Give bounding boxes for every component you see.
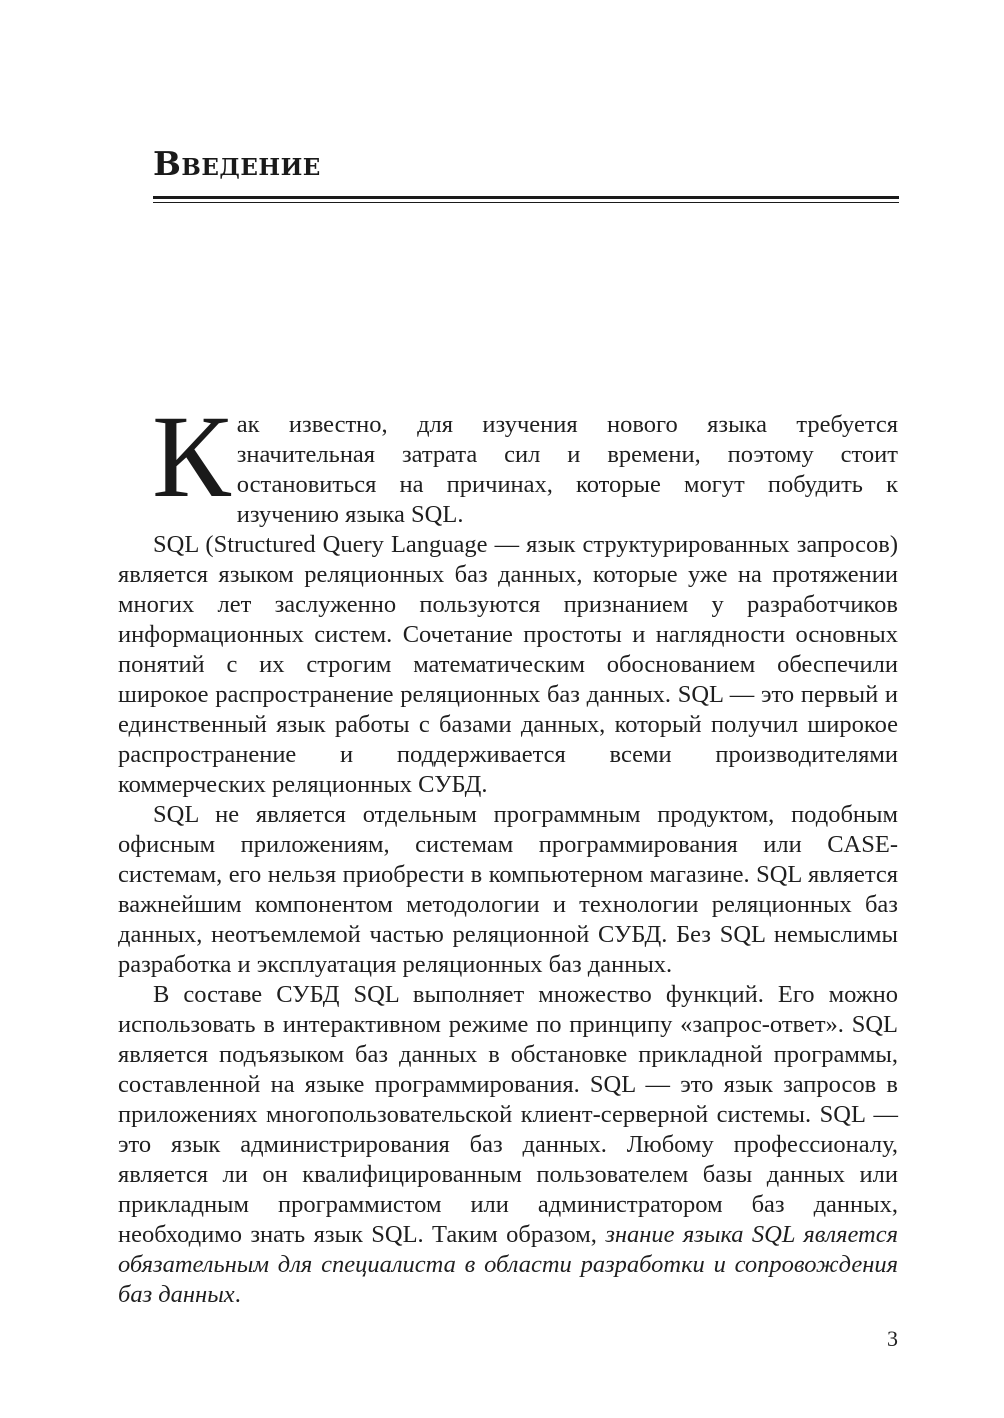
- paragraph-sql-definition: SQL (Structured Query Language — язык структурированных запросов) является языком реляционных баз данных, которые уже на протяжении многих лет заслуженно пользуются признанием у разработчиков информационных систем. Сочетание простоты и наглядности основных понятий с их строгим математическим обоснованием обеспечили широкое распространение реляционных баз данных. SQL — это первый и единственный язык работы с базами данных, который получил широкое распространение и поддерживается всеми производителями коммерческих реляционных СУБД.: [118, 531, 898, 798]
- title-rule-thin: [153, 202, 899, 203]
- intro-paragraph-text: ак известно, для изучения нового языка требуется значительная затрата сил и времени, поэтому стоит остановиться на причинах, которые могут побудить к изучению языка SQL.: [236, 411, 898, 528]
- paragraph-sql-functions: [118, 980, 898, 1310]
- page-number: 3: [887, 1326, 898, 1351]
- title-rule-thick: [153, 196, 899, 199]
- drop-cap: К: [152, 391, 231, 522]
- paragraph-sql-functions-text: В составе СУБД SQL выполняет множество функций. Его можно использовать в интерактивном режиме по принципу «запрос-ответ». SQL является подъязыком баз данных в обстановке прикладной программы, составленной на языке программирования. SQL — это язык запросов в приложениях многопользовательской клиент-серверной системы. SQL — это язык администрирования баз данных. Любому профессионалу, является ли он квалифицированным пользователем базы данных или прикладным программистом или администратором баз данных, необходимо знать язык SQL. Таким образом,: [118, 981, 898, 1248]
- body-text: [118, 391, 899, 1310]
- paragraph-end: .: [234, 1281, 241, 1308]
- chapter-title: Введение: [153, 144, 321, 183]
- paragraph-sql-not-product: SQL не является отдельным программным продуктом, подобным офисным приложениям, системам программирования или CASE-системам, его нельзя приобрести в компьютерном магазине. SQL является важнейшим компонентом методологии и технологии реляционных баз данных, неотъемлемой частью реляционной СУБД. Без SQL немыслимы разработка и эксплуатация реляционных баз данных.: [118, 801, 898, 978]
- intro-paragraph: [118, 391, 898, 530]
- emphasis-text: знание языка SQL является обязательным для специалиста в области разработки и сопровождения баз данных: [118, 1221, 899, 1308]
